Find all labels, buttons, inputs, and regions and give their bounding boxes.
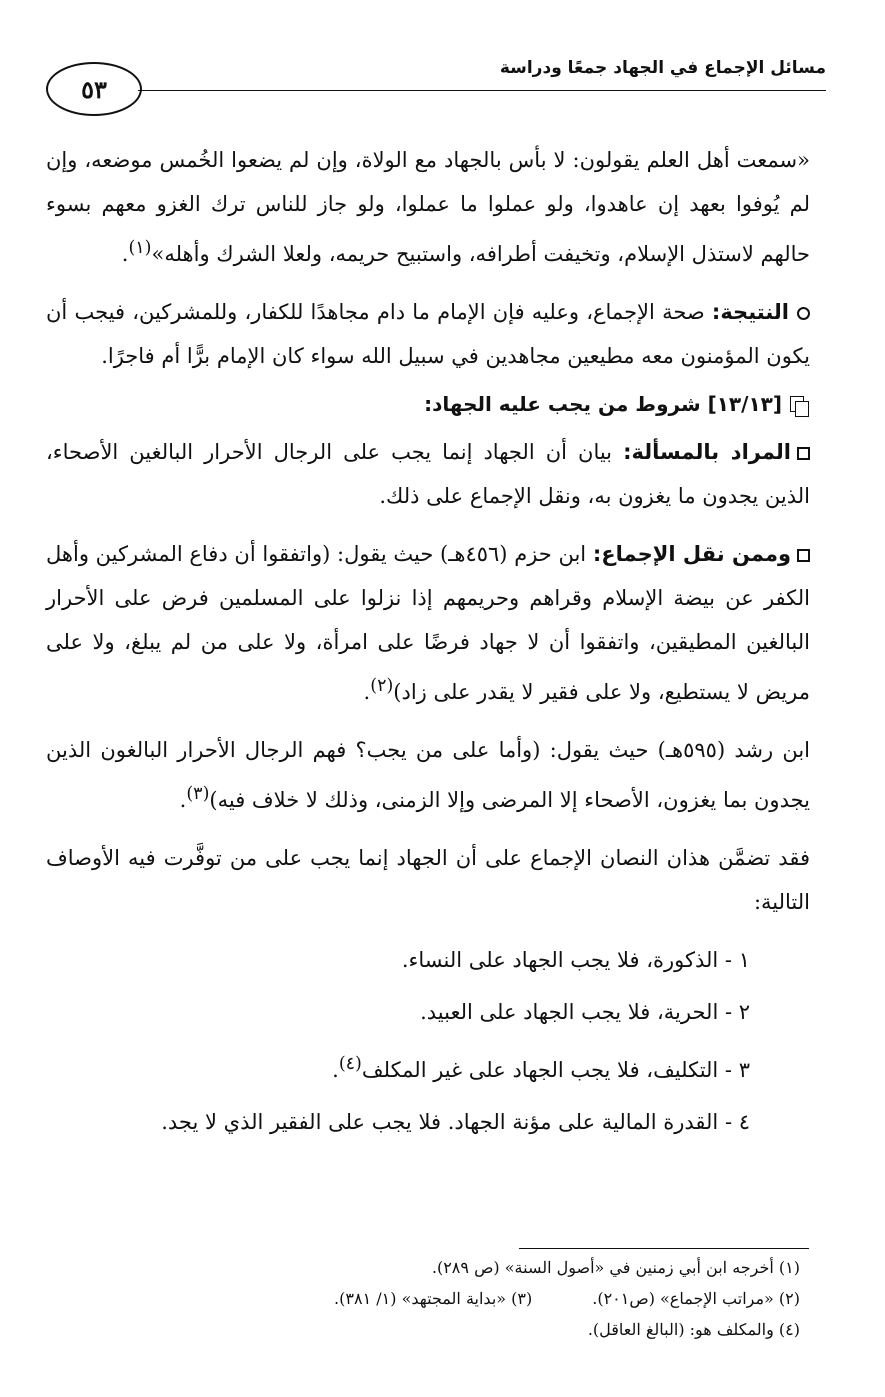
summary-paragraph: فقد تضمَّن هذان النصان الإجماع على أن الجهاد إنما يجب على من توفَّرت فيه الأوصاف التالية: — [46, 846, 810, 914]
footnote-3: (٣) «بداية المجتهد» (١/ ٣٨١). — [334, 1289, 533, 1308]
running-title: مسائل الإجماع في الجهاد جمعًا ودراسة — [499, 58, 826, 78]
ibn-rushd-paragraph: ابن رشد (٥٩٥هـ) حيث يقول: (وأما على من يجب؟ فهم الرجال الأحرار البالغون الذين يجدون بما يغزون، الأصحاء إلا المرضى وإلا الزمنى، وذلك لا خلاف فيه)$^{(٣)}$. — [46, 738, 811, 812]
quote-text: «سمعت أهل العلم يقولون: لا بأس بالجهاد مع الولاة، وإن لم يضعوا الخُمس موضعه، وإن لم يُوفوا بعهد إن عاهدوا، ولو عملوا ما عملوا، ولو جاز للناس ترك الغزو معهم بسوء حالهم لاستذل الإسلام، وتخيفت أطرافه، واستبيح حريمه، ولعلا الشرك وأهله» — [46, 148, 810, 266]
transmitters-label: وممن نقل الإجماع: — [592, 542, 791, 566]
condition-item-2: ٢ - الحرية، فلا يجب الجهاد على العبيد. — [420, 1000, 750, 1024]
quote-paragraph: «سمعت أهل العلم يقولون: لا بأس بالجهاد مع الولاة، وإن لم يضعوا الخُمس موضعه، وإن لم يُوفوا بعهد إن عاهدوا، ولو عملوا ما عملوا، ولو جاز للناس ترك الغزو معهم بسوء حالهم لاستذل الإسلام، وتخيفت أطرافه، واستبيح حريمه، ولعلا الشرك وأهله»$^{(١)}$. — [46, 148, 810, 266]
footnote-ref-4: (٤) — [338, 1054, 362, 1074]
footnotes — [46, 1252, 810, 1345]
footnote-ref-3: (٣) — [186, 784, 210, 804]
condition-item-4: ٤ - القدرة المالية على مؤنة الجهاد. فلا يجب على الفقير الذي لا يجد. — [161, 1110, 750, 1134]
condition-item-3: ٣ - التكليف، فلا يجب الجهاد على غير المكلف$^{(٤)}$. — [332, 1054, 750, 1082]
footnote-separator — [519, 1248, 809, 1249]
footnote-ref-2: (٢) — [370, 676, 394, 696]
ibn-rushd-text: ابن رشد (٥٩٥هـ) حيث يقول: (وأما على من يجب؟ فهم الرجال الأحرار البالغون الذين يجدون بما يغزون، الأصحاء إلا المرضى وإلا الزمنى، وذلك لا خلاف فيه) — [46, 738, 811, 812]
condition-3-text: ٣ - التكليف، فلا يجب الجهاد على غير المكلف — [361, 1058, 750, 1082]
section-heading-text: [١٣/١٣] شروط من يجب عليه الجهاد: — [424, 392, 782, 416]
documents-icon — [790, 396, 810, 416]
page-number: ٥٣ — [46, 62, 142, 116]
footnote-row-2 — [46, 1283, 810, 1314]
footnote-1: (١) أخرجه ابن أبي زمنين في «أصول السنة» (ص ٢٨٩). — [431, 1258, 800, 1277]
condition-item-1: ١ - الذكورة، فلا يجب الجهاد على النساء. — [401, 948, 750, 972]
meaning-text: بيان أن الجهاد إنما يجب على الرجال الأحرار البالغين الأصحاء، الذين يجدون ما يغزون به، ونقل الإجماع على ذلك. — [46, 440, 810, 508]
header-rule — [138, 90, 826, 91]
result-paragraph — [46, 290, 810, 378]
meaning-paragraph — [46, 430, 810, 518]
footnote-4: (٤) والمكلف هو: (البالغ العاقل). — [587, 1320, 800, 1339]
footnote-ref-1: (١) — [128, 238, 152, 258]
section-heading — [46, 392, 810, 416]
page-body — [46, 138, 810, 1152]
result-label: النتيجة: — [711, 300, 789, 324]
circle-bullet-icon — [797, 307, 810, 320]
transmitters-paragraph: وممن نقل الإجماع: ابن حزم (٤٥٦هـ) حيث يقول: (واتفقوا أن دفاع المشركين وأهل الكفر عن بيضة الإسلام وقراهم وحريمهم إذا نزلوا على المسلمين فرض على الأحرار البالغين المطيقين، واتفقوا أن لا جهاد فرضًا على امرأة، ولا على من لم يبلغ، ولا على مريض لا يستطيع، ولا على فقير لا يقدر على زاد)$^{(٢)}$. — [46, 542, 810, 704]
transmitters-text: ابن حزم (٤٥٦هـ) حيث يقول: (واتفقوا أن دفاع المشركين وأهل الكفر عن بيضة الإسلام وقراهم وحريمهم إذا نزلوا على المسلمين فرض على الأحرار البالغين المطيقين، واتفقوا أن لا جهاد فرضًا على امرأة، ولا على من لم يبلغ، ولا على مريض لا يستطيع، ولا على فقير لا يقدر على زاد) — [46, 542, 810, 704]
footnote-2: (٢) «مراتب الإجماع» (ص٢٠١). — [592, 1289, 800, 1308]
page-header — [46, 56, 826, 118]
square-bullet-icon — [797, 447, 810, 460]
square-bullet-icon — [797, 549, 810, 562]
result-text: صحة الإجماع، وعليه فإن الإمام ما دام مجاهدًا للكفار، وللمشركين، فيجب أن يكون المؤمنون معه مطيعين مجاهدين في سبيل الله سواء كان الإمام برًّا أم فاجرًا. — [46, 300, 810, 368]
meaning-label: المراد بالمسألة: — [623, 440, 791, 464]
